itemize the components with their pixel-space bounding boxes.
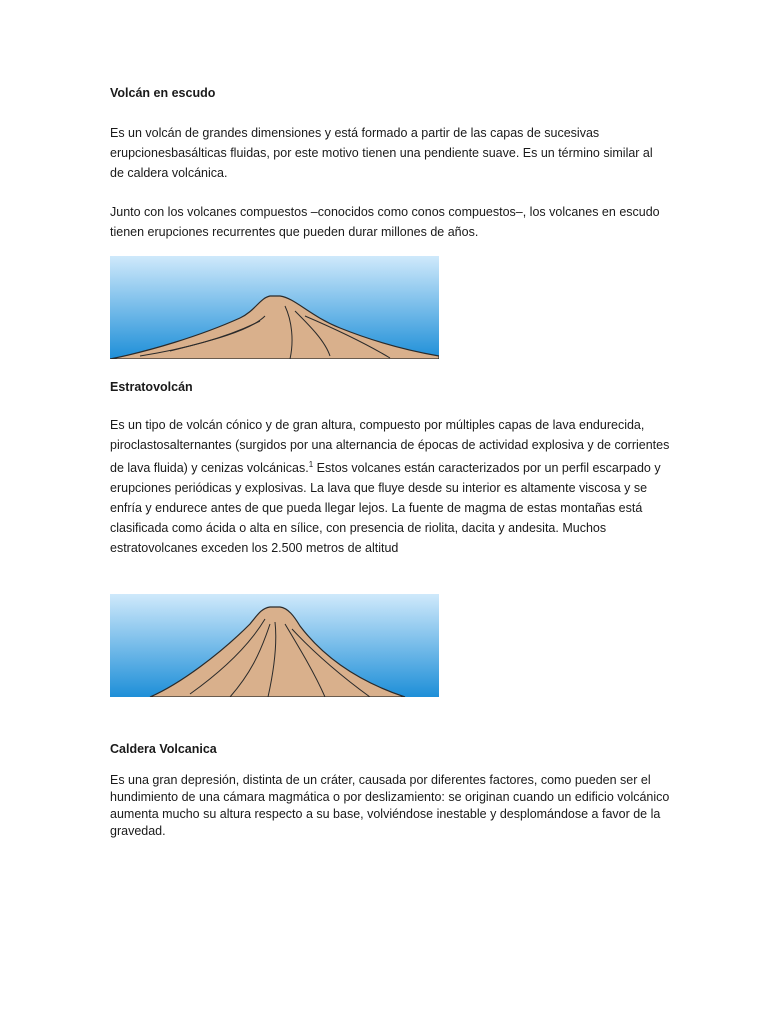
- section-title-caldera: Caldera Volcanica: [110, 742, 217, 756]
- strato-volcano-image: [110, 594, 439, 697]
- footnote-ref: 1: [308, 460, 314, 469]
- shield-paragraph-1: Es un volcán de grandes dimensiones y está formado a partir de las capas de sucesivas erupcionesbasálticas fluidas, por este motivo tienen una pendiente suave. Es un término similar al de caldera volcánica.: [110, 126, 653, 180]
- shield-volcano-image: [110, 256, 439, 359]
- caldera-paragraph: Es una gran depresión, distinta de un cráter, causada por diferentes factores, como pueden ser el hundimiento de una cámara magmática o por deslizamiento: se originan cuando un edificio volcánico aumenta mucho su altura respecto a su base, volviéndose inestable y desplomándose a favor de la gravedad.: [110, 773, 670, 838]
- shield-paragraph-2: Junto con los volcanes compuestos –conocidos como conos compuestos–, los volcanes en escudo tienen erupciones recurrentes que pueden durar millones de años.: [110, 205, 660, 239]
- strato-text-b: Estos volcanes están caracterizados por un perfil escarpado y erupciones periódicas y explosivas. La lava que fluye desde su interior es altamente viscosa y se enfría y endurece antes de que pueda llegar lejos. La fuente de magma de estas montañas está clasificada como ácida o alta en sílice, con presencia de riolita, dacita y andesita. Muchos estratovolcanes exceden los 2.500 metros de altitud: [110, 461, 661, 556]
- strato-text-a: Es un tipo de volcán cónico y de gran altura, compuesto por múltiples capas de lava endurecida, piroclastosalternantes (surgidos por una alternancia de épocas de actividad explosiva y de corrientes de lava fluida) y cenizas volcánicas.: [110, 418, 670, 476]
- section-title-strato: Estratovolcán: [110, 380, 193, 394]
- section-title-shield: Volcán en escudo: [110, 86, 216, 100]
- strato-paragraph: [110, 415, 670, 558]
